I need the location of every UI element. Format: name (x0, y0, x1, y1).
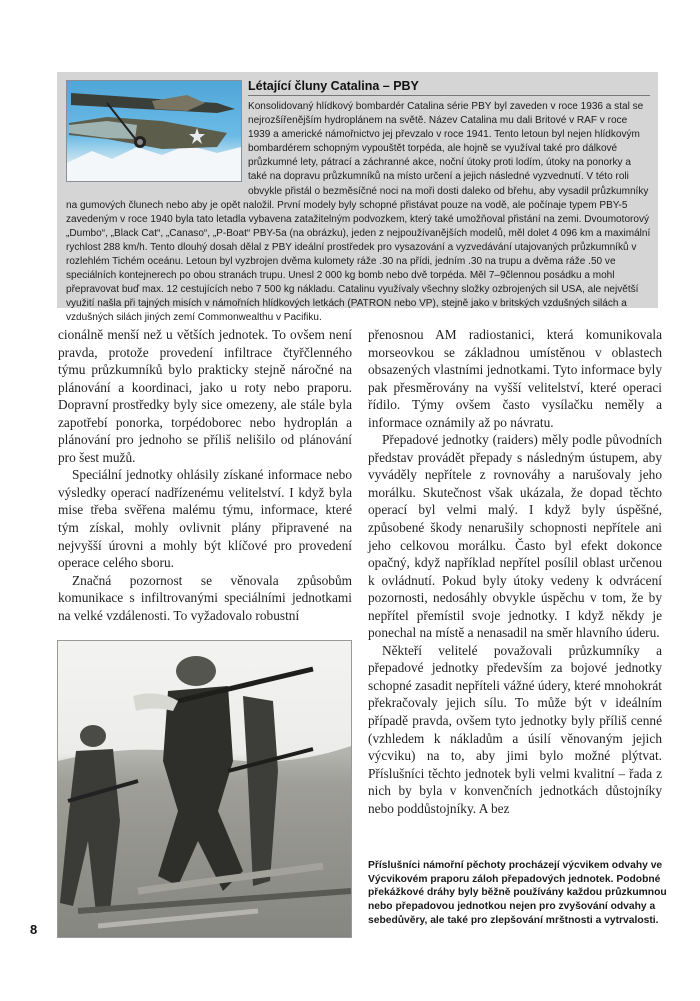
paragraph: Značná pozornost se věnovala způsobům komunikace s infiltrovanými speciálními jednotkami na velké vzdálenosti. To vyžadovalo robustní (58, 572, 352, 623)
image-spacer (66, 100, 248, 198)
photo-caption: Příslušníci námořní pěchoty procházejí výcvikem odvahy ve Výcvikovém praporu záloh přepadových jednotek. Podobné překážkové dráhy byly běžně používány každou průzkumnou nebo přepadovou jednotkou nejen pro zvyšování odvahy a sebedůvěry, ale také pro zlepšování mrštnosti a vytrvalosti. (368, 860, 667, 926)
paragraph: přenosnou AM radiostanici, která komunikovala morseovkou se základnou umístěnou v oblastech obsazených vlastními jednotkami. Tyto informace byly pak přesměrovány na vyšší velitelství, které operaci řídilo. Týmy ovšem často vysílačku neměly a informace oznámily až po návratu. (368, 327, 662, 430)
left-column (58, 326, 352, 624)
paragraph: cionálně menší než u větších jednotek. To ovšem není pravda, protože provedení infiltrace čtyřčlenného týmu průzkumníků bylo prakticky stejně náročné na plánování a koordinaci, jako u roty nebo praporu. Dopravní prostředky byly sice omezeny, ale stále byla zapotřebí ponorka, torpédoborec nebo hydroplán a plánování pro jednoho se příliš nelišilo od plánování pro šest mužů. (58, 327, 352, 465)
sidebar-body: Konsolidovaný hlídkový bombardér Catalina série PBY byl zaveden v roce 1936 a stal se nejrozšířenějším hydroplánem na světě. Název Catalina mu dali Britové v RAF v roce 1939 a americké námořnictvo jej převzalo v roce 1941. Tento letoun byl nejen hlídkovým bombardérem schopným vypouštět torpéda, ale hojně se využíval také pro dálkové průzkumné lety, pátrací a záchranné akce, noční útoky proti lodím, útoky na ponorky a také na dopravu průzkumníků na místo určení a jejich následné vyzvednutí. V této roli obvykle přistál o bezměsíčné noci na moři dosti daleko od břehu, aby vysadil průzkumníky na gumových člunech nebo aby je opět naložil. První modely byly schopné přistávat pouze na vodě, ale počínaje typem PBY-5 zavedeným v roce 1940 byla tato letadla vybavena zatažitelným podvozkem, který také umožňoval přistání na zemi. Dvoumotorový „Dumbo“, „Black Cat“, „Canaso“, „P-Boat“ PBY-5a (na obrázku), jeden z nejpoužívanějších modelů, měl dolet 4 096 km a maximální rychlost 288 km/h. Tento dlouhý dosah dělal z PBY ideální prostředek pro vysazování a vyzvedávání utajovaných průzkumníků v rozlehlém Tichém oceánu. Letoun byl vyzbrojen dvěma kulomety ráže .30 na přídi, jedním .30 na trupu a dvěma ráže .50 ve speciálních kontejnerech po obou stranách trupu. Unesl 2 000 kg bomb nebo dvě torpéda. Měl 7–9člennou posádku a mohl přepravovat buď max. 12 cestujících nebo 7 500 kg nákladu. Catalinu využívaly všechny složky ozbrojených sil USA, ale největší využití našla při tajných misích v námořních hlídkových letkách (PATRON nebo VP), stejně jako v britských vzdušných silách a vzdušných silách jiných zemí Commonwealthu v Pacifiku. (66, 101, 651, 324)
sidebar-title: Létající čluny Catalina – PBY (248, 79, 650, 96)
sidebar-text (66, 100, 651, 326)
paragraph: Někteří velitelé považovali průzkumníky a přepadové jednotky především za bojové jednotky schopné zasadit nepříteli vážné údery, které mnohokrát překračovaly jejich sílu. To může být v ideálním případě pravda, ovšem tyto jednotky byly příliš cenné (vzhledem k nákladům a úsilí věnovaným jejich výcviku) na to, aby jimi bylo možné plýtvat. Příslušníci těchto jednotek byli velmi kvalitní – řada z nich by byla v konvenčních jednotkách důstojníky nebo poddůstojníky. A bez (368, 642, 662, 816)
paragraph: Speciální jednotky ohlásily získané informace nebo výsledky operací nadřízenému velitelství. I když byla mise třeba svěřena malému týmu, informace, které tým získal, mohly ovlivnit plány připravené na nejvyšší úrovni a mohly být klíčové pro provedení operace celého sboru. (58, 467, 352, 571)
paragraph: Přepadové jednotky (raiders) měly podle původních představ provádět přepady s následným ústupem, aby vyváděly nepřítele z rovnováhy a narušovaly jeho morálku. Skutečnost však ukázala, že dopad těchto operací byl velmi malý. I když byly úspěšné, způsobené škody nenarušily schopnosti nepřítele ani jeho celkovou morálku. Často byl efekt dokonce opačný, když například nepřítel posílil oblast určenou k ovládnutí. Pokud byly útoky vedeny k odvrácení pozornosti, nedosáhly obvykle úspěchu v tom, že by nepřítel přemístil svoje jednotky. I když někdy je ponechal na místě a nenasadil na směr hlavního úderu. (368, 432, 662, 641)
soldiers-illustration (58, 641, 351, 937)
soldiers-photo (57, 640, 352, 938)
right-column (368, 326, 662, 817)
sidebar-box-catalina (57, 72, 658, 324)
page-number: 8 (30, 922, 38, 937)
